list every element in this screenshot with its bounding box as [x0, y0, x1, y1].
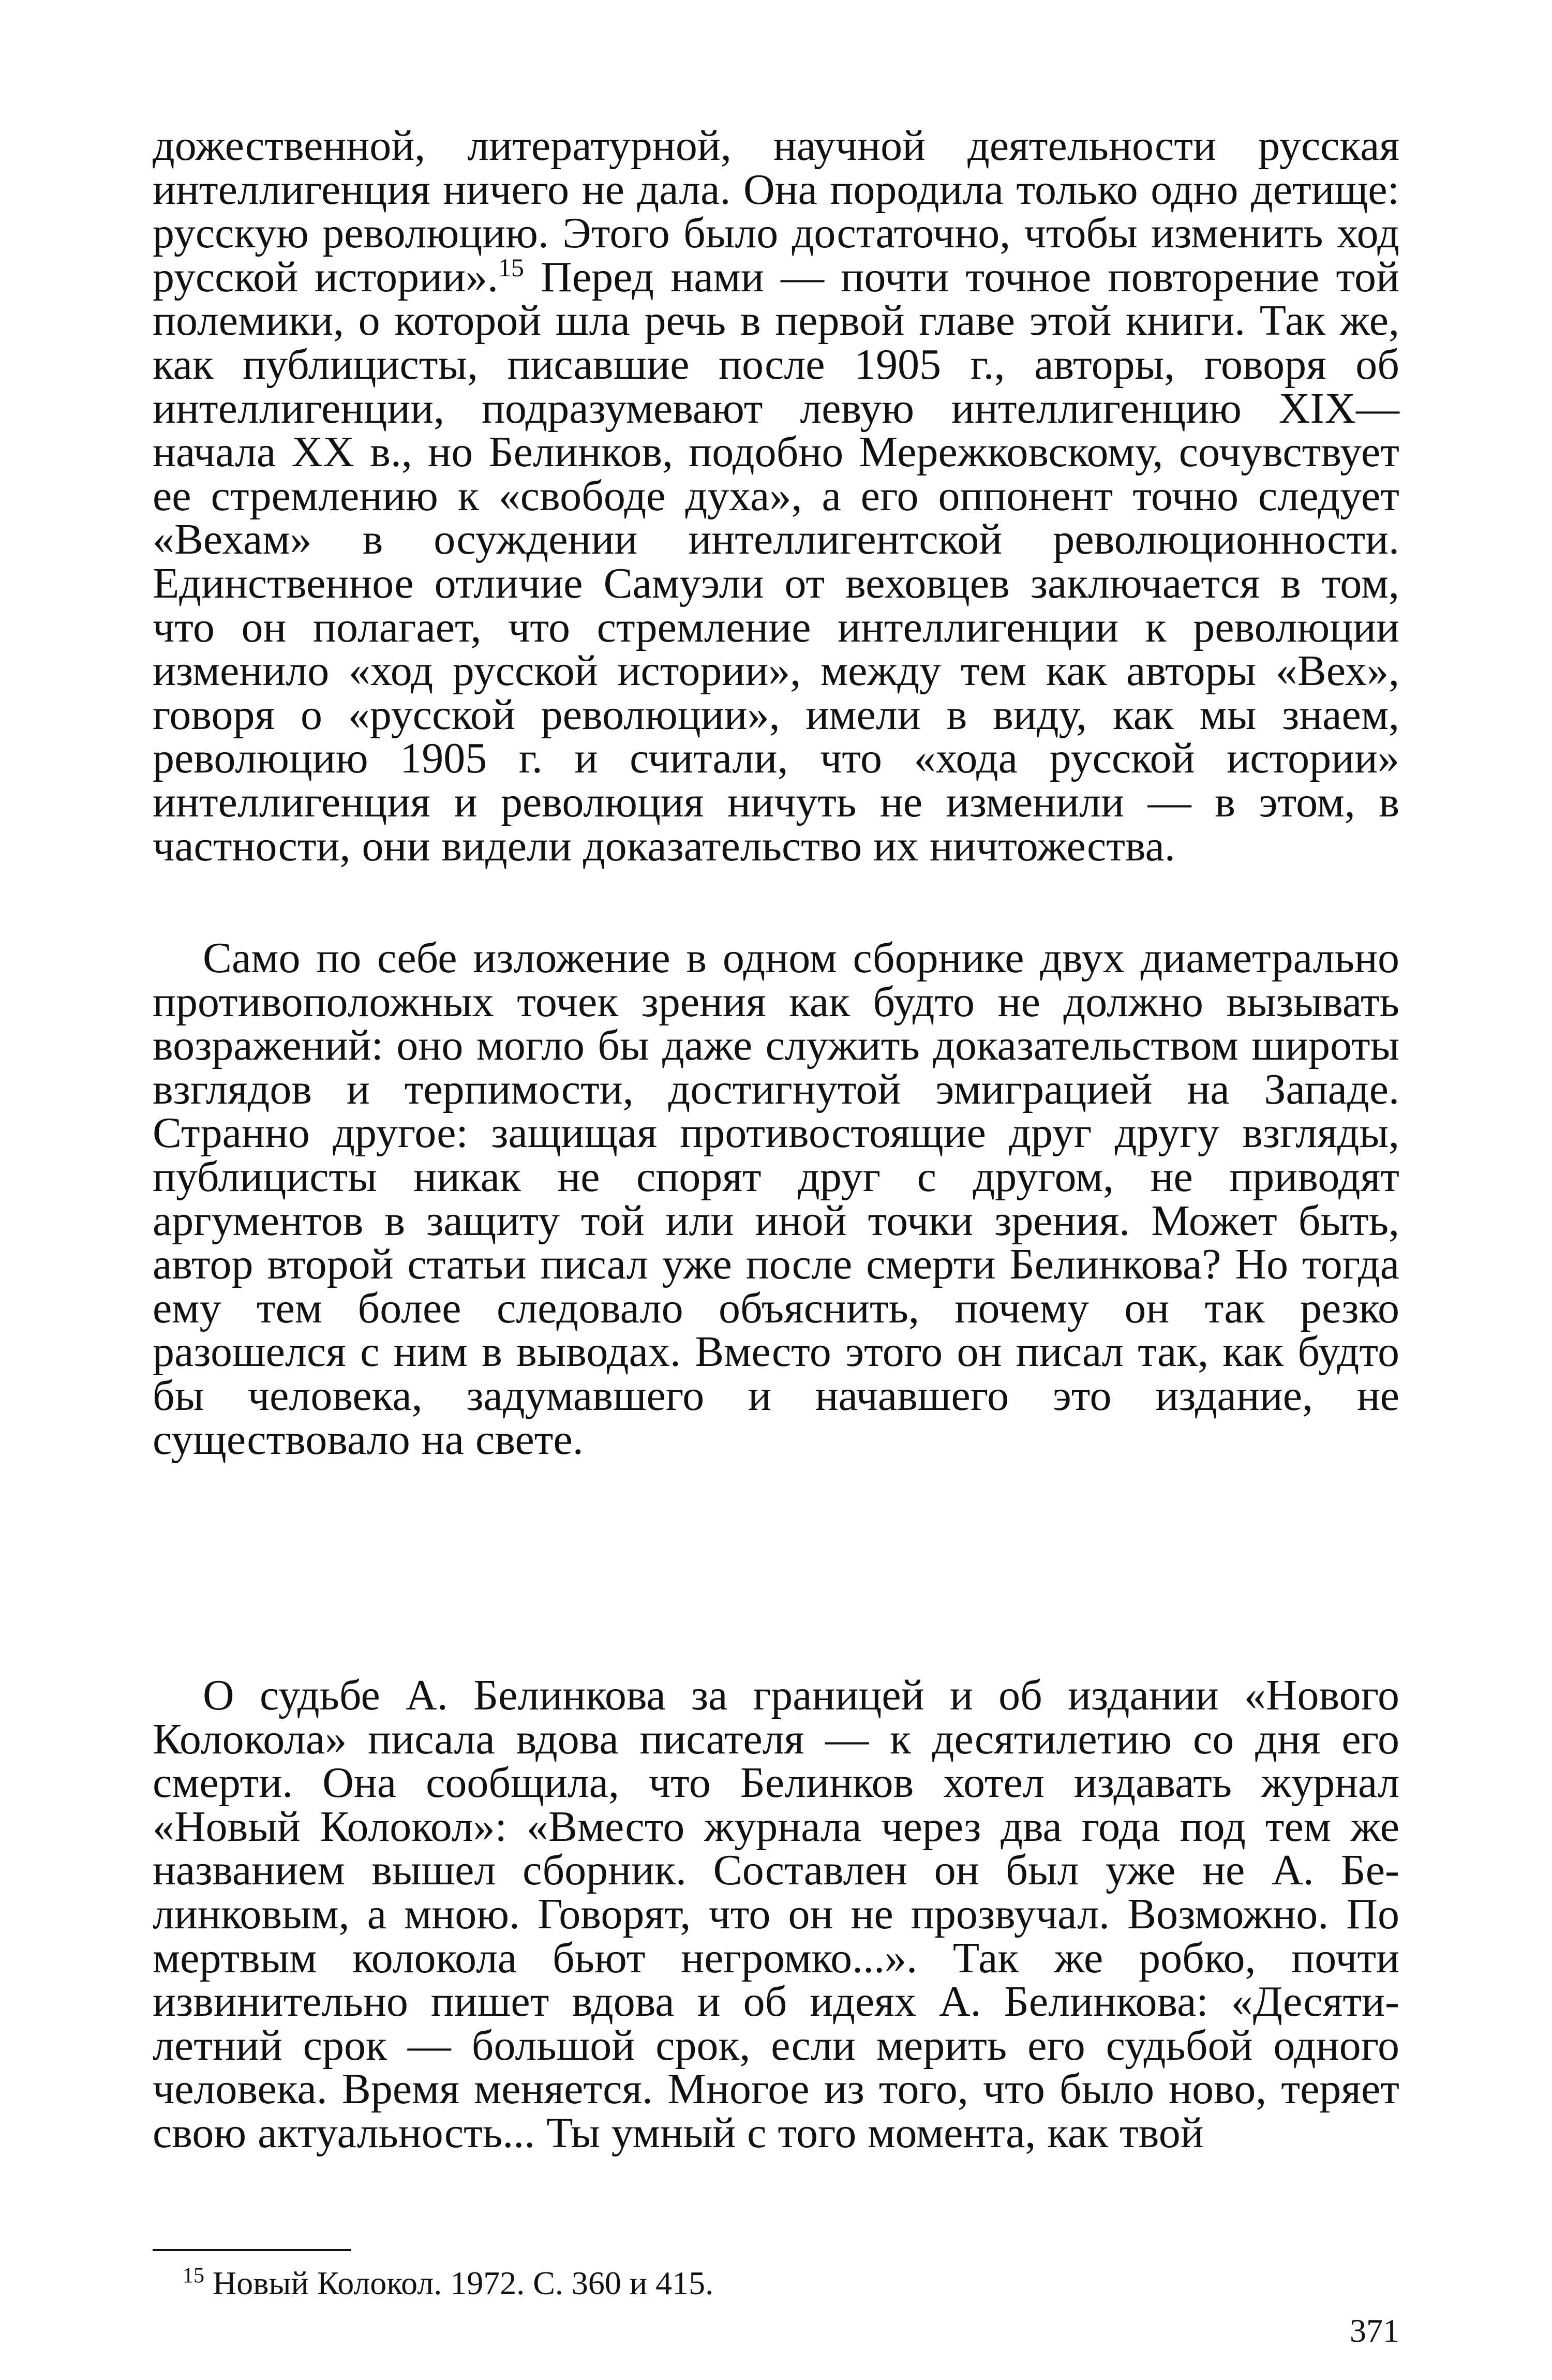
paragraph-text: Перед нами — почти точное повторение той полемики, о которой шла речь в первой главе этой книги. Так же, как публицисты, писавшие после 1905 г., авторы, говоря об интеллигенции, подразумевают левую интеллигенцию XIX—начала XX в., но Белинков, подобно Мережковскому, сочувствует ее стремлению к «свободе духа», а его оппонент точно следует «Вехам» в осуждении интеллигентской революционности. Единственное отличие Самуэли от веховцев заключается в том, что он полагает, что стремление интеллигенции к революции изменило «ход русской истории», между тем как авторы «Вех», говоря о «русской революции», имели в виду, как мы знаем, революцию 1905 г. и считали, что «хода русской истории» интеллигенция и революция ничуть не изменили — в этом, в частности, они видели доказательство их ничтожества. — [153, 252, 1400, 870]
footnote — [183, 2264, 713, 2303]
footnote-text: Новый Колокол. 1972. С. 360 и 415. — [204, 2265, 714, 2301]
page-number: 371 — [1350, 2312, 1399, 2349]
footnote-divider — [153, 2249, 351, 2251]
paragraph-continued — [153, 124, 1399, 868]
book-page — [153, 124, 1399, 2349]
footnote-reference: 15 — [498, 252, 524, 282]
footnote-number: 15 — [183, 2264, 204, 2288]
paragraph: Само по себе изложение в одном сборнике двух диаметрально противоположных точек зрения как будто не должно вызывать возражений: оно могло бы даже служить доказательством широты взглядов и терпимости, достигнутой эмиграцией на Западе. Странно другое: защищая противостоящие друг другу взгляды, публицисты никак не спорят друг с другом, не приводят аргументов в защиту той или иной точки зрения. Может быть, автор второй статьи писал уже после смерти Белинкова? Но тогда ему тем более следовало объяснить, почему он так резко разошелся с ним в выводах. Вместо этого он писал так, как будто бы человека, задумавшего и начавшего это издание, не существовало на свете. — [153, 934, 1399, 1464]
paragraph-text: дожественной, литературной, научной деятельности русская интеллигенция ничего не дала. Она породила только одно детище: русскую революцию. Этого было достаточно, чтобы изменить ход русской истории». — [153, 122, 1399, 301]
paragraph: О судьбе А. Белинкова за границей и об издании «Нового Колокола» писала вдова писателя — к десятилетию со дня его смерти. Она сообщила, что Белинков хотел издавать журнал «Новый Колокол»: «Вместо журнала через два года под тем же названием вышел сборник. Составлен он был уже не А. Белинковым, а мною. Говорят, что он не прозвучал. Возможно. По мертвым колокола бьют негромко...». Так же робко, почти извинительно пишет вдова и об идеях А. Белинкова: «Десятилетний срок — большой срок, если мерить его судьбой одного человека. Время меняется. Многое из того, что было ново, теряет свою актуальность... Ты умный с того момента, как твой — [153, 1671, 1399, 2157]
